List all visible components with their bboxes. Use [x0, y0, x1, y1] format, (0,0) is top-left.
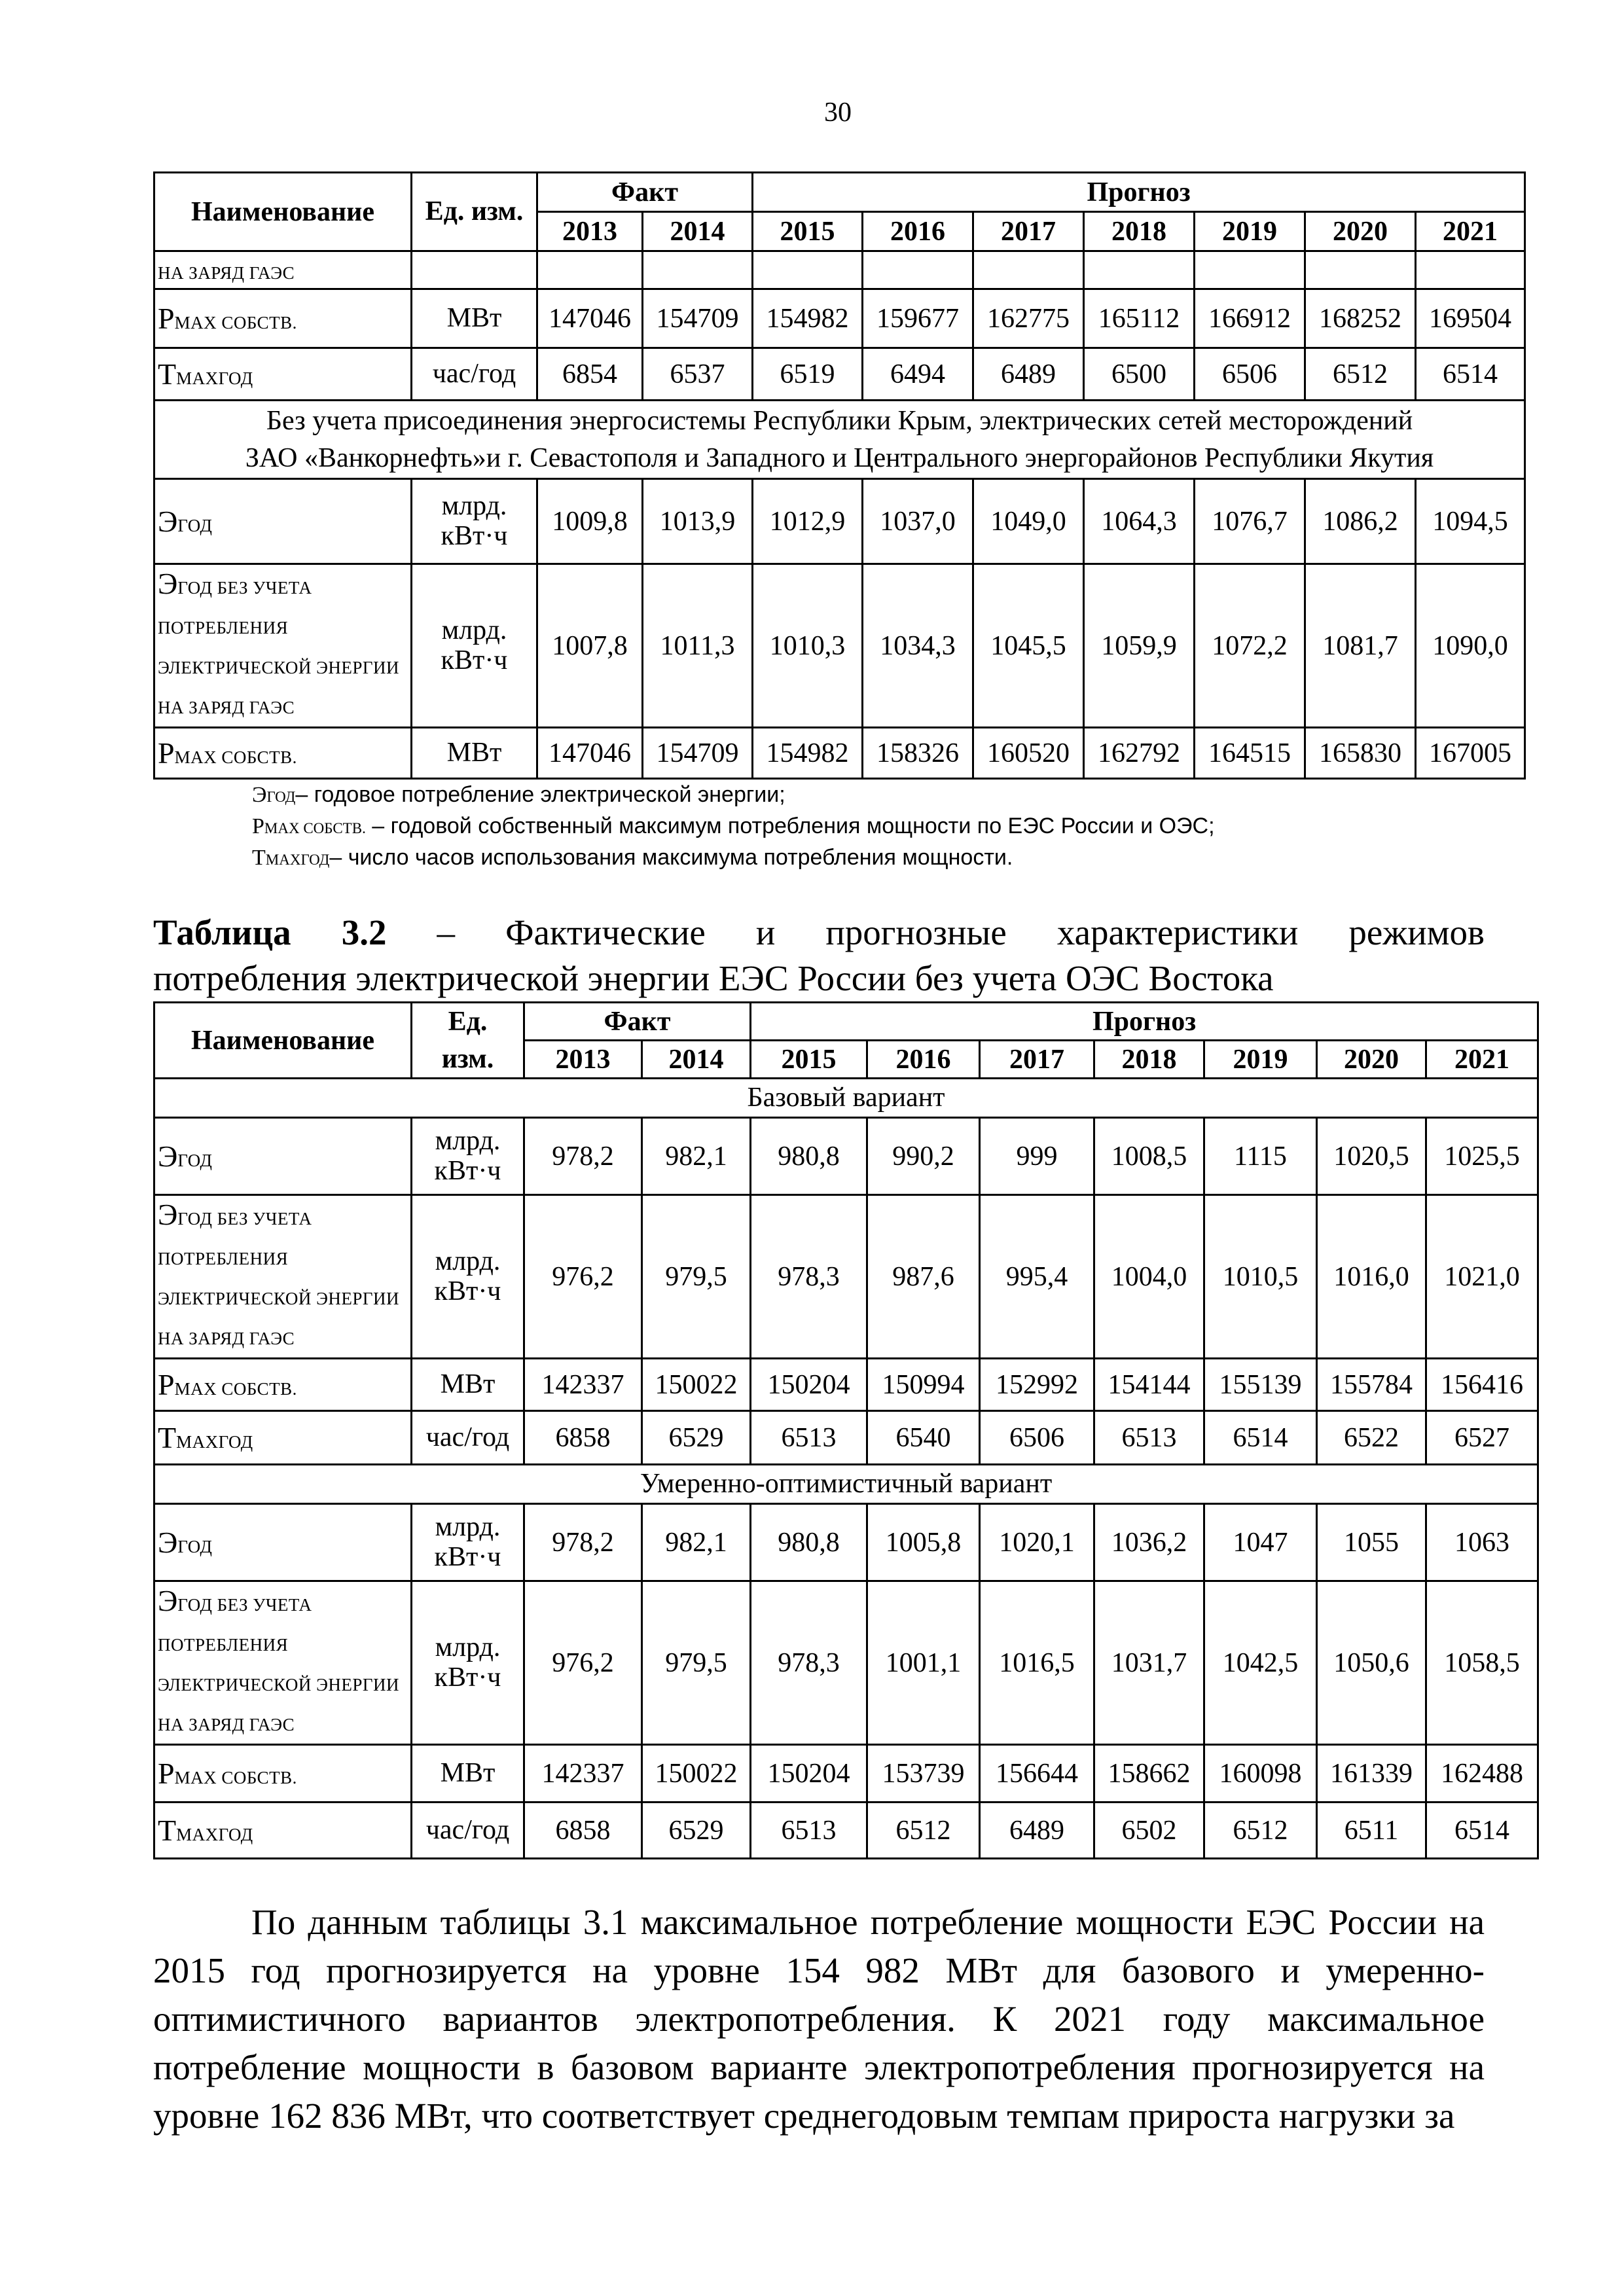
caption-line2: потребления электрической энергии ЕЭС России без учета ОЭС Востока: [153, 958, 1274, 998]
body-paragraph: По данным таблицы 3.1 максимальное потребление мощности ЕЭС России на 2015 год прогнозируется на уровне 154 982 МВт для базового и умеренно-оптимистичного вариантов электропотребления. К 2021 году максимальное потребление мощности в базовом варианте электропотребления прогнозируется на уровне 162 836 МВт, что соответствует среднегодовым темпам прироста нагрузки за: [153, 1902, 1485, 2136]
value-cell: 153739: [867, 1745, 980, 1803]
value-cell: 6512: [1204, 1803, 1317, 1859]
value-cell: 987,6: [867, 1195, 980, 1359]
value-cell: 152992: [980, 1359, 1094, 1411]
value-cell: 1007,8: [537, 564, 643, 728]
header-forecast: Прогноз: [751, 1003, 1538, 1041]
value-cell: 6527: [1426, 1411, 1538, 1465]
year-2021: 2021: [1416, 212, 1525, 251]
row-name: TMAXГОД: [154, 1411, 412, 1465]
year-2014: 2014: [643, 212, 753, 251]
value-cell: 1021,0: [1426, 1195, 1538, 1359]
section-row: [154, 1465, 1538, 1504]
value-cell: 6858: [524, 1803, 642, 1859]
empty-cell: [643, 251, 753, 289]
value-cell: 6506: [1195, 348, 1305, 401]
value-cell: 6529: [642, 1803, 751, 1859]
value-cell: 1008,5: [1094, 1118, 1204, 1195]
header-unit-bottom: изм.: [412, 1041, 524, 1079]
value-cell: 1031,7: [1094, 1581, 1204, 1745]
year-2016: 2016: [867, 1041, 980, 1079]
value-cell: 6500: [1084, 348, 1195, 401]
table-row: [154, 1745, 1538, 1803]
row-name: ЭГОД БЕЗ УЧЕТА ПОТРЕБЛЕНИЯ ЭЛЕКТРИЧЕСКОЙ ЭНЕРГИИ НА ЗАРЯД ГАЭС: [154, 1581, 412, 1745]
table-3-1: [153, 171, 1526, 780]
value-cell: 165112: [1084, 289, 1195, 348]
value-cell: 156416: [1426, 1359, 1538, 1411]
unit-cell: МВт: [412, 1359, 524, 1411]
value-cell: 6502: [1094, 1803, 1204, 1859]
value-cell: 1037,0: [863, 479, 973, 564]
empty-cell: [1416, 251, 1525, 289]
row-name: PMAX СОБСТВ.: [154, 289, 412, 348]
year-2018: 2018: [1094, 1041, 1204, 1079]
row-name: TMAXГОД: [154, 1803, 412, 1859]
value-cell: 978,2: [524, 1118, 642, 1195]
value-cell: 980,8: [751, 1118, 867, 1195]
value-cell: 1063: [1426, 1504, 1538, 1581]
section-title: Базовый вариант: [154, 1079, 1538, 1118]
value-cell: 995,4: [980, 1195, 1094, 1359]
value-cell: 150994: [867, 1359, 980, 1411]
value-cell: 1094,5: [1416, 479, 1525, 564]
value-cell: 154709: [643, 289, 753, 348]
caption-line1: – Фактические и прогнозные характеристики режимов: [386, 912, 1485, 952]
value-cell: 1076,7: [1195, 479, 1305, 564]
value-cell: 6494: [863, 348, 973, 401]
unit-cell: млрд. кВт·ч: [412, 1118, 524, 1195]
empty-cell: [1305, 251, 1416, 289]
year-2020: 2020: [1317, 1041, 1426, 1079]
value-cell: 1072,2: [1195, 564, 1305, 728]
value-cell: 1025,5: [1426, 1118, 1538, 1195]
unit-cell: час/год: [412, 1803, 524, 1859]
note-pmax: PMAX СОБСТВ. – годовой собственный максимум потребления мощности по ЕЭС России и ОЭС;: [252, 814, 1215, 838]
header-unit: Ед. изм.: [412, 173, 537, 251]
value-cell: 976,2: [524, 1581, 642, 1745]
header-name: Наименование: [154, 173, 412, 251]
note-tmax: TMAXГОД– число часов использования максимума потребления мощности.: [252, 845, 1013, 870]
value-cell: 1115: [1204, 1118, 1317, 1195]
value-cell: 1050,6: [1317, 1581, 1426, 1745]
value-cell: 158326: [863, 728, 973, 779]
value-cell: 1012,9: [753, 479, 863, 564]
empty-cell: [1195, 251, 1305, 289]
value-cell: 165830: [1305, 728, 1416, 779]
year-2014: 2014: [642, 1041, 751, 1079]
note-egod: ЭГОД– годовое потребление электрической энергии;: [252, 782, 785, 807]
unit-cell: млрд. кВт·ч: [412, 479, 537, 564]
section-title: Умеренно-оптимистичный вариант: [154, 1465, 1538, 1504]
value-cell: 979,5: [642, 1195, 751, 1359]
unit-cell: МВт: [412, 728, 537, 779]
value-cell: 1005,8: [867, 1504, 980, 1581]
table-row: [154, 251, 1525, 289]
empty-cell: [537, 251, 643, 289]
empty-cell: [1084, 251, 1195, 289]
page-number: 30: [824, 98, 852, 128]
value-cell: 6537: [643, 348, 753, 401]
row-name: ЭГОД: [154, 1504, 412, 1581]
value-cell: 990,2: [867, 1118, 980, 1195]
table-row: [154, 1359, 1538, 1411]
value-cell: 6514: [1204, 1411, 1317, 1465]
year-2016: 2016: [863, 212, 973, 251]
table-row: [154, 1118, 1538, 1195]
unit-cell: млрд. кВт·ч: [412, 564, 537, 728]
table-caption: [153, 910, 1485, 1001]
value-cell: 1059,9: [1084, 564, 1195, 728]
value-cell: 142337: [524, 1745, 642, 1803]
value-cell: 162775: [973, 289, 1084, 348]
value-cell: 6512: [867, 1803, 980, 1859]
value-cell: 1086,2: [1305, 479, 1416, 564]
section-title: Без учета присоединения энергосистемы Республики Крым, электрических сетей месторождений ЗАО «Ванкорнефть»и г. Севастополя и Западного и Центрального энергорайонов Республики Якутия: [154, 401, 1525, 479]
unit-cell: МВт: [412, 289, 537, 348]
table-row: [154, 1195, 1538, 1359]
value-cell: 1042,5: [1204, 1581, 1317, 1745]
value-cell: 978,2: [524, 1504, 642, 1581]
row-name: ЭГОД БЕЗ УЧЕТА ПОТРЕБЛЕНИЯ ЭЛЕКТРИЧЕСКОЙ ЭНЕРГИИ НА ЗАРЯД ГАЭС: [154, 1195, 412, 1359]
value-cell: 999: [980, 1118, 1094, 1195]
table-row: [154, 289, 1525, 348]
value-cell: 154982: [753, 728, 863, 779]
value-cell: 6540: [867, 1411, 980, 1465]
value-cell: 979,5: [642, 1581, 751, 1745]
value-cell: 6512: [1305, 348, 1416, 401]
value-cell: 162488: [1426, 1745, 1538, 1803]
table-row: [154, 479, 1525, 564]
value-cell: 1020,1: [980, 1504, 1094, 1581]
year-2019: 2019: [1195, 212, 1305, 251]
year-2017: 2017: [973, 212, 1084, 251]
table-row: [154, 564, 1525, 728]
value-cell: 168252: [1305, 289, 1416, 348]
value-cell: 147046: [537, 289, 643, 348]
unit-cell: млрд. кВт·ч: [412, 1504, 524, 1581]
value-cell: 1055: [1317, 1504, 1426, 1581]
value-cell: 1036,2: [1094, 1504, 1204, 1581]
value-cell: 6519: [753, 348, 863, 401]
value-cell: 976,2: [524, 1195, 642, 1359]
row-name: ЭГОД: [154, 1118, 412, 1195]
value-cell: 1081,7: [1305, 564, 1416, 728]
value-cell: 154144: [1094, 1359, 1204, 1411]
value-cell: 1016,5: [980, 1581, 1094, 1745]
header-fact: Факт: [524, 1003, 751, 1041]
value-cell: 1090,0: [1416, 564, 1525, 728]
row-name: ЭГОД: [154, 479, 412, 564]
unit-cell: млрд. кВт·ч: [412, 1195, 524, 1359]
table-row: [154, 1411, 1538, 1465]
value-cell: 6514: [1426, 1803, 1538, 1859]
caption-label: Таблица 3.2: [153, 912, 387, 952]
value-cell: 1011,3: [643, 564, 753, 728]
value-cell: 6514: [1416, 348, 1525, 401]
table-row: [154, 1803, 1538, 1859]
year-2020: 2020: [1305, 212, 1416, 251]
value-cell: 6858: [524, 1411, 642, 1465]
value-cell: 160098: [1204, 1745, 1317, 1803]
table-row: [154, 1504, 1538, 1581]
unit-cell: МВт: [412, 1745, 524, 1803]
value-cell: 159677: [863, 289, 973, 348]
value-cell: 6522: [1317, 1411, 1426, 1465]
value-cell: 150204: [751, 1359, 867, 1411]
header-unit-top: Ед.: [412, 1003, 524, 1041]
value-cell: 1045,5: [973, 564, 1084, 728]
row-name: TMAXГОД: [154, 348, 412, 401]
unit-cell: млрд. кВт·ч: [412, 1581, 524, 1745]
year-2013: 2013: [524, 1041, 642, 1079]
value-cell: 155139: [1204, 1359, 1317, 1411]
value-cell: 164515: [1195, 728, 1305, 779]
value-cell: 142337: [524, 1359, 642, 1411]
value-cell: 1013,9: [643, 479, 753, 564]
year-2013: 2013: [537, 212, 643, 251]
notes: [252, 780, 1215, 874]
value-cell: 6511: [1317, 1803, 1426, 1859]
value-cell: 6489: [980, 1803, 1094, 1859]
value-cell: 1009,8: [537, 479, 643, 564]
value-cell: 150022: [642, 1359, 751, 1411]
row-name: PMAX СОБСТВ.: [154, 1359, 412, 1411]
year-2018: 2018: [1084, 212, 1195, 251]
value-cell: 1047: [1204, 1504, 1317, 1581]
empty-cell: [412, 251, 537, 289]
value-cell: 1058,5: [1426, 1581, 1538, 1745]
value-cell: 160520: [973, 728, 1084, 779]
value-cell: 167005: [1416, 728, 1525, 779]
year-2019: 2019: [1204, 1041, 1317, 1079]
header-name: Наименование: [154, 1003, 412, 1079]
unit-cell: час/год: [412, 1411, 524, 1465]
empty-cell: [863, 251, 973, 289]
row-name: PMAX СОБСТВ.: [154, 1745, 412, 1803]
value-cell: 6513: [1094, 1411, 1204, 1465]
value-cell: 158662: [1094, 1745, 1204, 1803]
value-cell: 982,1: [642, 1504, 751, 1581]
value-cell: 1010,3: [753, 564, 863, 728]
table-row: [154, 728, 1525, 779]
row-name: НА ЗАРЯД ГАЭС: [154, 251, 412, 289]
header-forecast: Прогноз: [753, 173, 1525, 212]
unit-cell: час/год: [412, 348, 537, 401]
value-cell: 162792: [1084, 728, 1195, 779]
value-cell: 155784: [1317, 1359, 1426, 1411]
value-cell: 978,3: [751, 1581, 867, 1745]
value-cell: 6506: [980, 1411, 1094, 1465]
table-3-2: [153, 1001, 1539, 1859]
row-name: ЭГОД БЕЗ УЧЕТА ПОТРЕБЛЕНИЯ ЭЛЕКТРИЧЕСКОЙ ЭНЕРГИИ НА ЗАРЯД ГАЭС: [154, 564, 412, 728]
section-row: [154, 1079, 1538, 1118]
value-cell: 1020,5: [1317, 1118, 1426, 1195]
table-row: [154, 348, 1525, 401]
value-cell: 1016,0: [1317, 1195, 1426, 1359]
value-cell: 1064,3: [1084, 479, 1195, 564]
value-cell: 1034,3: [863, 564, 973, 728]
value-cell: 150022: [642, 1745, 751, 1803]
value-cell: 1004,0: [1094, 1195, 1204, 1359]
year-2021: 2021: [1426, 1041, 1538, 1079]
header-fact: Факт: [537, 173, 753, 212]
table-row: [154, 1581, 1538, 1745]
value-cell: 150204: [751, 1745, 867, 1803]
value-cell: 147046: [537, 728, 643, 779]
value-cell: 982,1: [642, 1118, 751, 1195]
value-cell: 6529: [642, 1411, 751, 1465]
value-cell: 166912: [1195, 289, 1305, 348]
year-2015: 2015: [753, 212, 863, 251]
empty-cell: [973, 251, 1084, 289]
value-cell: 1001,1: [867, 1581, 980, 1745]
year-2015: 2015: [751, 1041, 867, 1079]
value-cell: 169504: [1416, 289, 1525, 348]
value-cell: 154982: [753, 289, 863, 348]
value-cell: 978,3: [751, 1195, 867, 1359]
value-cell: 1049,0: [973, 479, 1084, 564]
empty-cell: [753, 251, 863, 289]
year-2017: 2017: [980, 1041, 1094, 1079]
value-cell: 980,8: [751, 1504, 867, 1581]
value-cell: 6513: [751, 1411, 867, 1465]
value-cell: 6489: [973, 348, 1084, 401]
value-cell: 6854: [537, 348, 643, 401]
value-cell: 156644: [980, 1745, 1094, 1803]
value-cell: 6513: [751, 1803, 867, 1859]
value-cell: 154709: [643, 728, 753, 779]
value-cell: 1010,5: [1204, 1195, 1317, 1359]
section-row: [154, 401, 1525, 479]
value-cell: 161339: [1317, 1745, 1426, 1803]
row-name: PMAX СОБСТВ.: [154, 728, 412, 779]
